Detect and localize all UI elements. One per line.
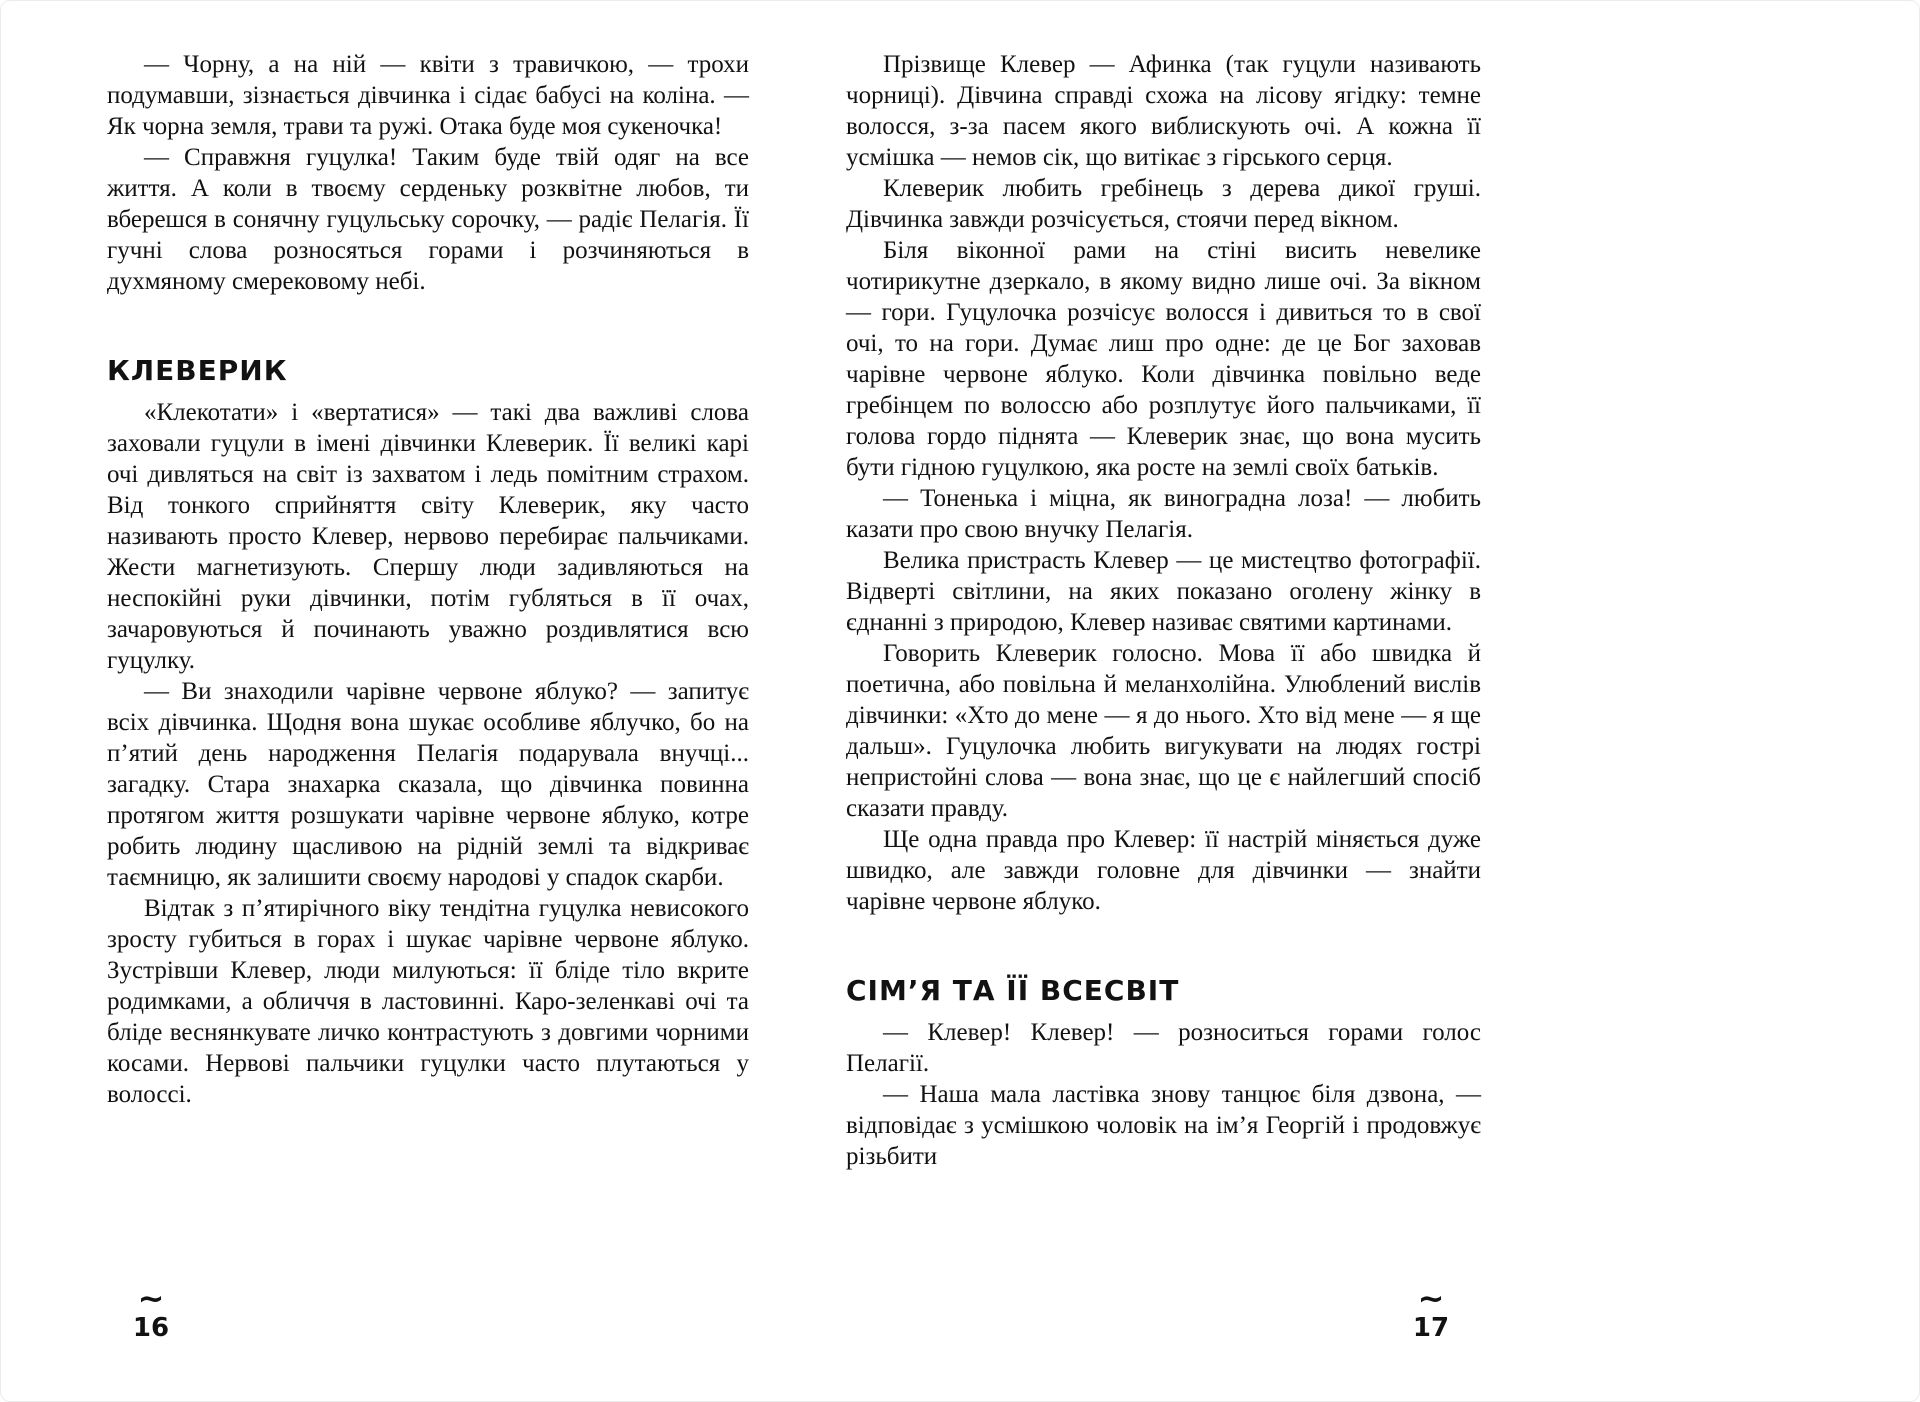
paragraph: Відтак з п’ятирічного віку тендітна гуцулка невисокого зросту губиться в горах і шукає чарівне червоне яблуко. Зустрівши Клевер, люди милуються: її бліде тіло вкрите родимками, а обличчя в ластовинні. Каро-зеленкаві очі та бліде веснянкувате личко контрастують з довгими чорними косами. Нервові пальчики гуцулки часто плутаються у волоссі. (107, 895, 749, 1108)
paragraph: — Наша мала ластівка знову танцює біля дзвона, — відповідає з усмішкою чоловік на ім’я Георгій і продовжує різьбити (846, 1081, 1481, 1170)
page-number: 16 (132, 1313, 170, 1343)
paragraph: — Тоненька і міцна, як виноградна лоза! — любить казати про свою внучку Пелагія. (846, 485, 1481, 543)
paragraph: Біля віконної рами на стіні висить невелике чотирикутне дзеркало, в якому видно лише очі. За вікном — гори. Гуцулочка розчісує волосся і дивиться то в свої очі, то на гори. Думає лиш про одне: де це Бог заховав чарівне червоне яблуко. Коли дівчинка повільно веде гребінцем по волоссю або розплутує його пальчиками, її голова гордо піднята — Клеверик знає, що вона мусить бути гідною гуцулкою, яка росте на землі своїх батьків. (846, 237, 1481, 481)
page-number: 17 (1412, 1313, 1450, 1343)
paragraph: — Клевер! Клевер! — розноситься горами голос Пелагії. (846, 1019, 1481, 1077)
paragraph: Прізвище Клевер — Афинка (так гуцули називають чорниці). Дівчина справді схожа на лісову ягідку: темне волосся, з-за пасем якого виблискують очі. А кожна її усмішка — немов сік, що витікає з гірського серця. (846, 51, 1481, 171)
paragraph: «Клекотати» і «вертатися» — такі два важливі слова заховали гуцули в імені дівчинки Клеверик. Її великі карі очі дивляться на світ із захватом і ледь помітним страхом. Від тонкого сприйняття світу Клеверик, яку часто називають просто Клевер, нервово перебирає пальчиками. Жести магнетизують. Спершу люди задивляються на неспокійні руки дівчинки, потім губляться в її очах, зачаровуються й починають уважно роздивлятися всю гуцулку. (107, 399, 749, 674)
footer-ornament: ~ (137, 1279, 165, 1317)
paragraph: Клеверик любить гребінець з дерева дикої груші. Дівчинка завжди розчісується, стоячи перед вікном. (846, 175, 1481, 233)
paragraph: Велика пристрасть Клевер — це мистецтво фотографії. Відверті світлини, на яких показано оголену жінку в єднанні з природою, Клевер називає святими картинами. (846, 547, 1481, 636)
paragraph: Говорить Клеверик голосно. Мова її або швидка й поетична, або повільна й меланхолійна. Улюблений вислів дівчинки: «Хто до мене — я до нього. Хто від мене — я ще дальш». Гуцулочка любить вигукувати на людях гострі непристойні слова — вона знає, що це є найлегший спосіб сказати правду. (846, 640, 1481, 822)
footer-ornament: ~ (1417, 1279, 1445, 1317)
paragraph: — Ви знаходили чарівне червоне яблуко? — запитує всіх дівчинка. Щодня вона шукає особливе яблучко, бо на п’ятий день народження Пелагія подарувала внучці... загадку. Стара знахарка сказала, що дівчинка повинна протягом життя розшукати чарівне червоне яблуко, котре робить людину щасливою на рідній землі та відкриває таємницю, як залишити своєму народові у спадок скарби. (107, 678, 749, 891)
paragraph: — Справжня гуцулка! Таким буде твій одяг на все життя. А коли в твоєму серденьку розквітне любов, ти вберешся в сонячну гуцульську сорочку, — радіє Пелагія. Її гучні слова розносяться горами і розчиняються в духмяному смерековому небі. (107, 144, 749, 295)
paragraph: Ще одна правда про Клевер: її настрій міняється дуже швидко, але завжди головне для дівчинки — знайти чарівне червоне яблуко. (846, 826, 1481, 915)
chapter-heading: СІМ’Я ТА ЇЇ ВСЕСВІТ (846, 974, 1180, 1007)
chapter-heading: КЛЕВЕРИК (107, 354, 288, 387)
paragraph: — Чорну, а на ній — квіти з травичкою, — трохи подумавши, зізнається дівчинка і сідає бабусі на коліна. — Як чорна земля, трави та ружі. Отака буде моя сукеночка! (107, 51, 749, 140)
page-footer-left (123, 1279, 179, 1343)
text-column-left (107, 49, 749, 1110)
page-footer-right (1403, 1279, 1459, 1343)
text-column-right (846, 49, 1481, 1172)
